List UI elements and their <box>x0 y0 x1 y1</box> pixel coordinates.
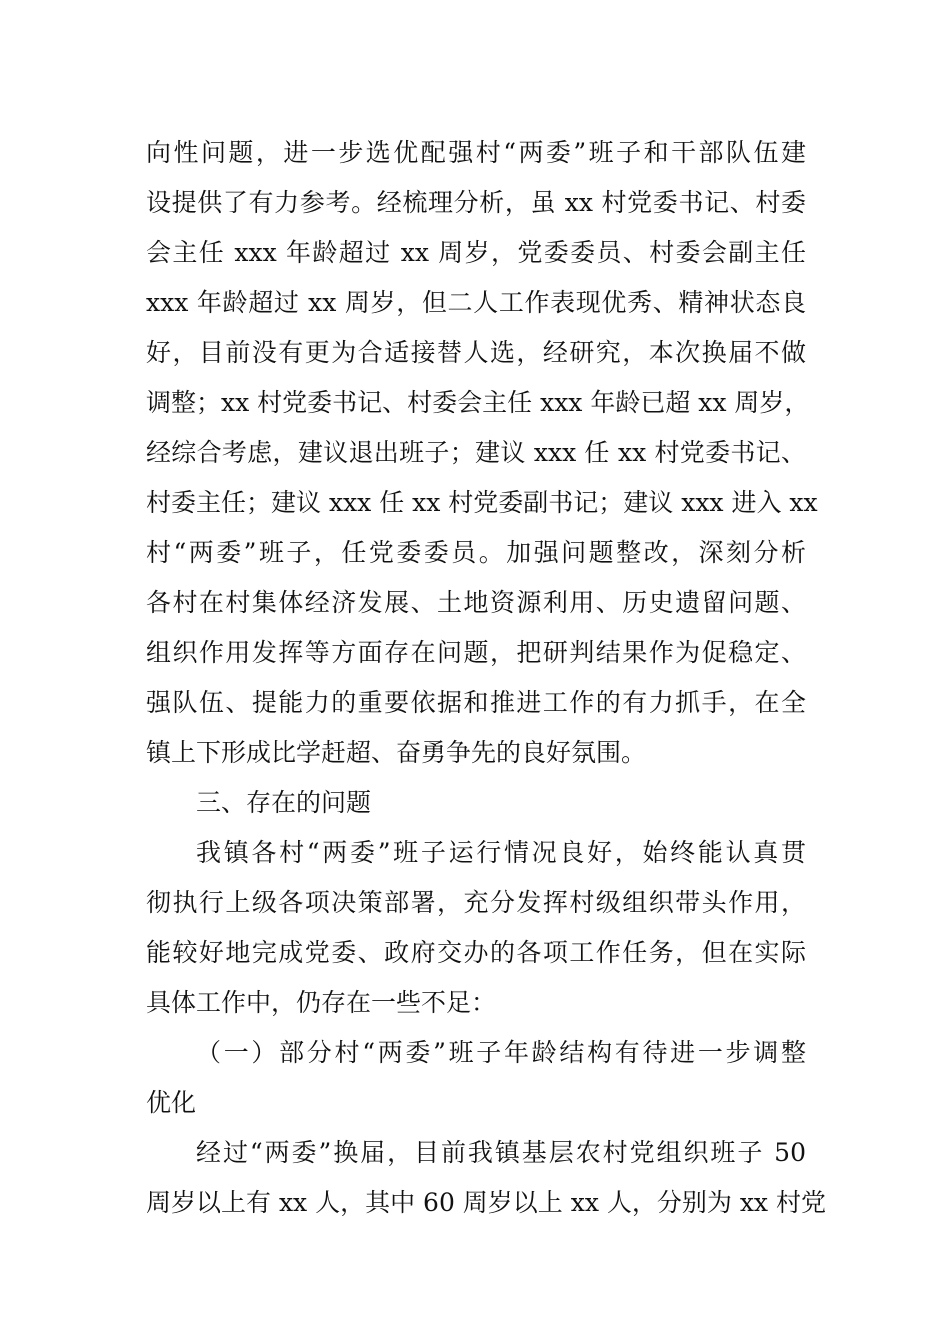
text-line: 组织作用发挥等方面存在问题，把研判结果作为促稳定、 <box>146 638 806 667</box>
text-line: 能较好地完成党委、政府交办的各项工作任务，但在实际 <box>146 938 806 967</box>
text-line: 调整；xx 村党委书记、村委会主任 xxx 年龄已超 xx 周岁， <box>146 388 810 417</box>
paragraph-continuation <box>146 128 818 778</box>
text-line: 具体工作中，仍存在一些不足： <box>146 988 497 1017</box>
text-line: 我镇各村“两委”班子运行情况良好，始终能认真贯 <box>196 838 806 867</box>
subsection-heading <box>146 1028 806 1128</box>
text-line: 经过“两委”换届，目前我镇基层农村党组织班子 50 <box>196 1138 806 1167</box>
text-line: 村委主任；建议 xxx 任 xx 村党委副书记；建议 xxx 进入 xx <box>146 488 818 517</box>
problems-intro-paragraph <box>146 828 806 1028</box>
subheading-line: （一）部分村“两委”班子年龄结构有待进一步调整 <box>196 1038 806 1067</box>
text-line: 向性问题，进一步选优配强村“两委”班子和干部队伍建 <box>146 138 806 167</box>
document-body <box>146 128 826 1228</box>
text-line: 强队伍、提能力的重要依据和推进工作的有力抓手，在全 <box>146 688 806 717</box>
text-line: 镇上下形成比学赶超、奋勇争先的良好氛围。 <box>146 738 647 767</box>
text-line: 彻执行上级各项决策部署，充分发挥村级组织带头作用， <box>146 888 806 917</box>
text-line: 会主任 xxx 年龄超过 xx 周岁，党委委员、村委会副主任 <box>146 238 806 267</box>
text-line: 村“两委”班子，任党委委员。加强问题整改，深刻分析 <box>146 538 806 567</box>
text-line: 经综合考虑，建议退出班子；建议 xxx 任 xx 村党委书记、 <box>146 438 806 467</box>
text-line: 好，目前没有更为合适接替人选，经研究，本次换届不做 <box>146 338 806 367</box>
text-line: 周岁以上有 xx 人，其中 60 周岁以上 xx 人，分别为 xx 村党 <box>146 1188 826 1217</box>
text-line: 设提供了有力参考。经梳理分析，虽 xx 村党委书记、村委 <box>146 188 806 217</box>
section-heading: 三、存在的问题 <box>196 788 372 817</box>
text-line: 各村在村集体经济发展、土地资源利用、历史遗留问题、 <box>146 588 806 617</box>
text-line: xxx 年龄超过 xx 周岁，但二人工作表现优秀、精神状态良 <box>146 288 806 317</box>
subheading-line: 优化 <box>146 1088 197 1117</box>
age-structure-paragraph <box>146 1128 826 1228</box>
